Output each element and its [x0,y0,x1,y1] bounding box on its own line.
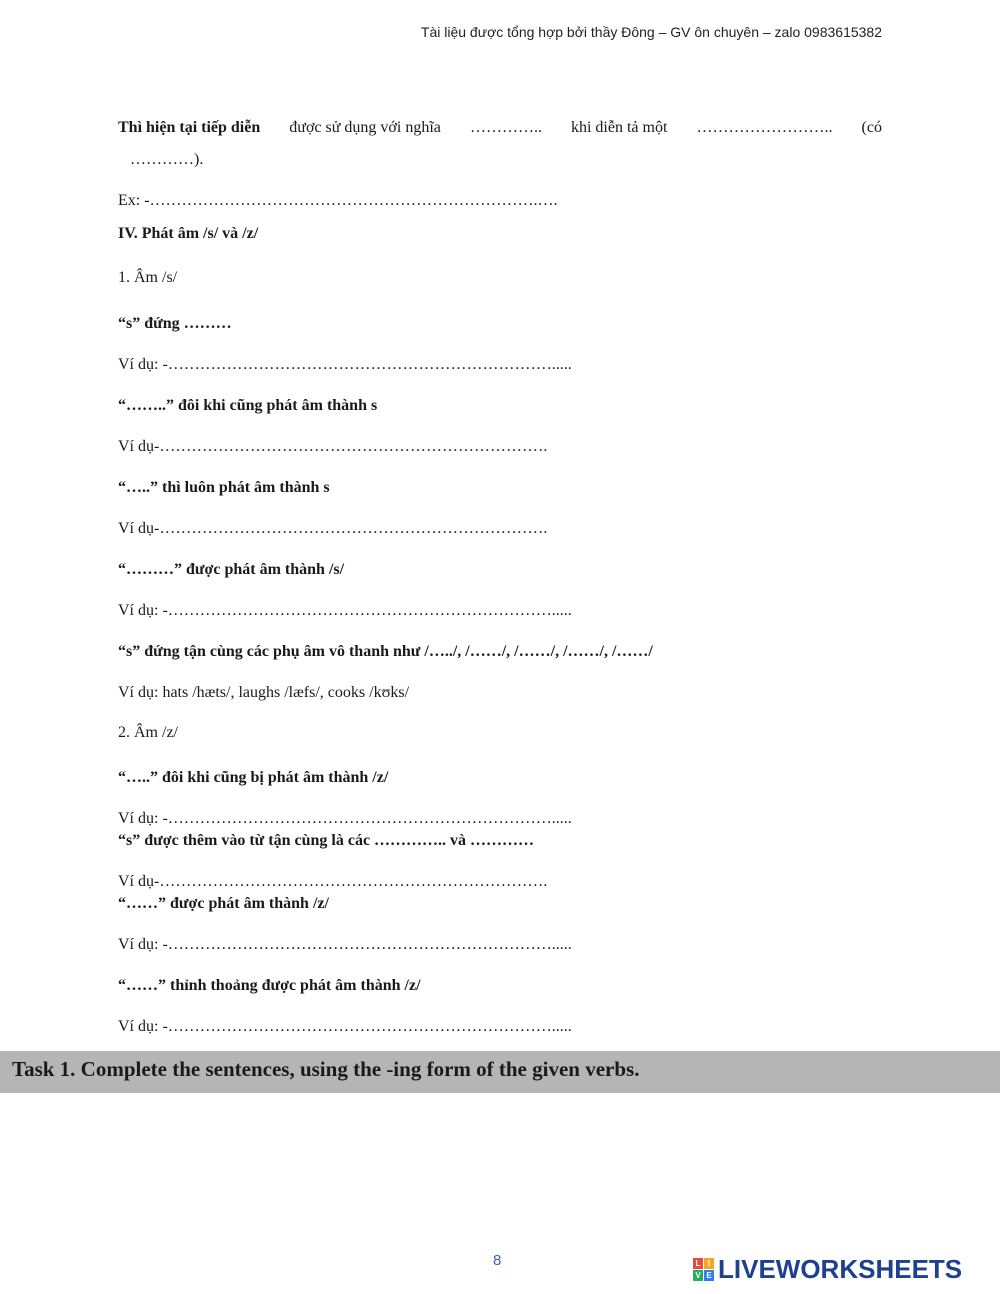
subheading-z: 2. Âm /z/ [118,724,178,741]
rule-line: “s” đứng ……… [118,315,232,332]
example-line: Ví dụ-………………………………………………………………. [118,873,548,890]
rule-line: “………” được phát âm thành /s/ [118,561,345,578]
intro-text-2: khi diễn tả một [570,119,668,136]
example-line: Ex: -……………………………………………………………….…. [118,192,558,209]
task-title: Task 1. Complete the sentences, using the -ing form of the given verbs. [12,1057,640,1081]
example-line: Ví dụ: hats /hæts/, laughs /læfs/, cooks /kʊks/ [118,684,410,701]
logo-icon-cell: E [704,1270,714,1281]
subheading-s: 1. Âm /s/ [118,269,178,286]
rule-line: “s” đứng tận cùng các phụ âm vô thanh như /…../, /……/, /……/, /……/, /……/ [118,643,653,660]
rule-line: “s” được thêm vào từ tận cùng là các ………….. và ………… [118,832,535,849]
task-banner [0,1051,1000,1093]
example-line: Ví dụ-………………………………………………………………. [118,520,548,537]
page-number: 8 [493,1252,502,1269]
example-line: Ví dụ-………………………………………………………………. [118,438,548,455]
intro-line-2: …………). [130,151,204,168]
intro-blank-2: …………………….. [696,119,833,136]
liveworksheets-logo [693,1254,962,1285]
section-heading: IV. Phát âm /s/ và /z/ [118,225,259,242]
logo-icon-cell: L [693,1258,703,1269]
logo-icon-cell: I [704,1258,714,1269]
document-header: Tài liệu được tổng hợp bởi thầy Đông – GV ôn chuyên – zalo 0983615382 [420,24,882,40]
example-line: Ví dụ: -………………………………………………………………..... [118,1018,572,1035]
intro-paragraph [118,118,882,170]
rule-line: “……..” đôi khi cũng phát âm thành s [118,397,378,414]
intro-text-3: (có [861,119,882,136]
rule-line: “…..” thì luôn phát âm thành s [118,479,330,496]
rule-line: “……” thỉnh thoảng được phát âm thành /z/ [118,977,421,994]
logo-text: LIVEWORKSHEETS [718,1254,963,1284]
intro-term: Thì hiện tại tiếp diễn [118,119,261,136]
example-line: Ví dụ: -………………………………………………………………..... [118,602,572,619]
logo-icon-cell: V [693,1270,703,1281]
example-line: Ví dụ: -………………………………………………………………..... [118,810,572,827]
rule-line: “……” được phát âm thành /z/ [118,895,329,912]
intro-line-1 [118,118,882,138]
example-line: Ví dụ: -………………………………………………………………..... [118,936,572,953]
rule-line: “…..” đôi khi cũng bị phát âm thành /z/ [118,769,389,786]
intro-text-1: được sử dụng với nghĩa [289,119,441,136]
intro-blank-1: ………….. [469,119,542,136]
example-line: Ví dụ: -………………………………………………………………..... [118,356,572,373]
liveworksheets-logo-icon [693,1258,714,1281]
